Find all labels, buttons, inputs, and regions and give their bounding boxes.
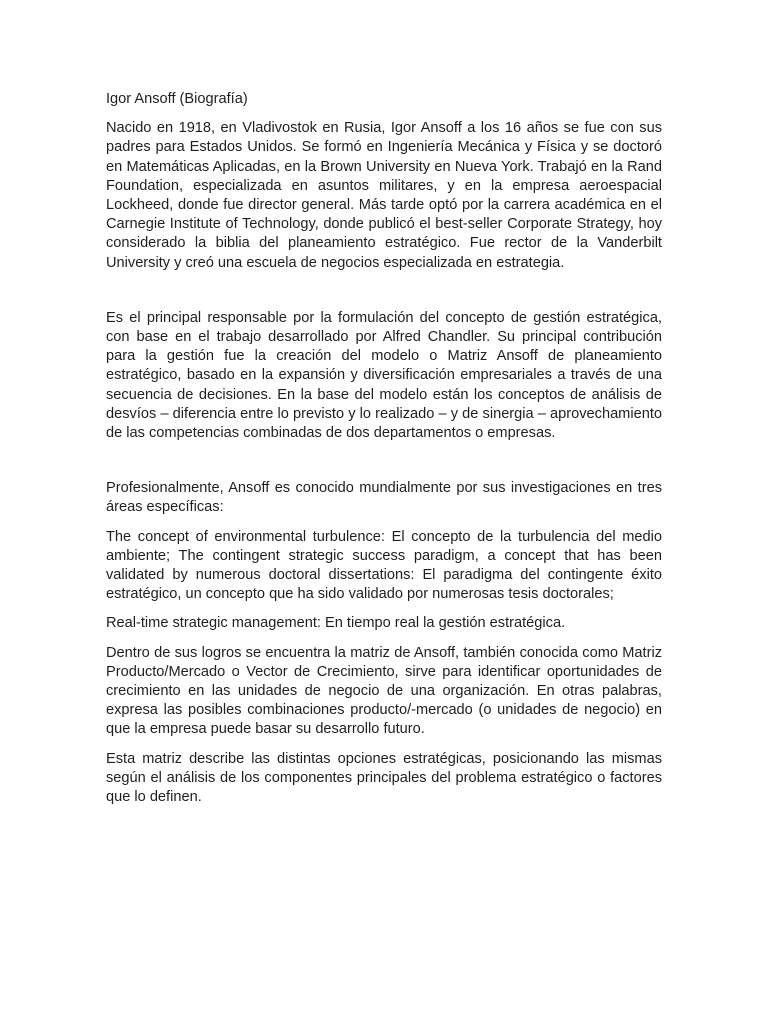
paragraph-ansoff-matrix: Dentro de sus logros se encuentra la matriz de Ansoff, también conocida como Matriz Producto/Mercado o Vector de Crecimiento, sirve para identificar oportunidades de crecimiento en las unidades de negocio de una organización. En otras palabras, expresa las posibles combinaciones producto/-mercado (o unidades de negocio) en que la empresa puede basar su desarrollo futuro.: [106, 644, 662, 738]
paragraph-biography: Nacido en 1918, en Vladivostok en Rusia, Igor Ansoff a los 16 años se fue con sus padres para Estados Unidos. Se formó en Ingeniería Mecánica y Física y se doctoró en Matemáticas Aplicadas, en la Brown University en Nueva York. Trabajó en la Rand Foundation, especializada en asuntos militares, y en la empresa aeroespacial Lockheed, donde fue director general. Más tarde optó por la carrera académica en el Carnegie Institute of Technology, donde publicó el best-seller Corporate Strategy, hoy considerado la biblia del planeamiento estratégico. Fue rector de la Vanderbilt University y creó una escuela de negocios especializada en estrategia.: [106, 120, 662, 271]
paragraph-matrix-description: Esta matriz describe las distintas opciones estratégicas, posicionando las mismas según el análisis de los componentes principales del problema estratégico o factores que lo definen.: [106, 750, 662, 806]
document-title: Igor Ansoff (Biografía): [106, 91, 248, 107]
paragraph-real-time-management: Real-time strategic management: En tiempo real la gestión estratégica.: [106, 615, 566, 632]
document-body: [106, 90, 662, 817]
paragraph-research-areas: Profesionalmente, Ansoff es conocido mundialmente por sus investigaciones en tres áreas específicas:: [106, 480, 662, 516]
paragraph-environmental-turbulence: The concept of environmental turbulence: El concepto de la turbulencia del medio ambiente; The contingent strategic success paradigm, a concept that has been validated by numerous doctoral dissertations: El paradigma del contingente éxito estratégico, un concepto que ha sido validado por numerosas tesis doctorales;: [106, 528, 662, 603]
paragraph-strategic-management: Es el principal responsable por la formulación del concepto de gestión estratégica, con base en el trabajo desarrollado por Alfred Chandler. Su principal contribución para la gestión fue la creación del modelo o Matriz Ansoff de planeamiento estratégico, basado en la expansión y diversificación empresariales a través de una secuencia de decisiones. En la base del modelo están los conceptos de análisis de desvíos – diferencia entre lo previsto y lo realizado – y de sinergia – aprovechamiento de las competencias combinadas de dos departamentos o empresas.: [106, 309, 662, 442]
